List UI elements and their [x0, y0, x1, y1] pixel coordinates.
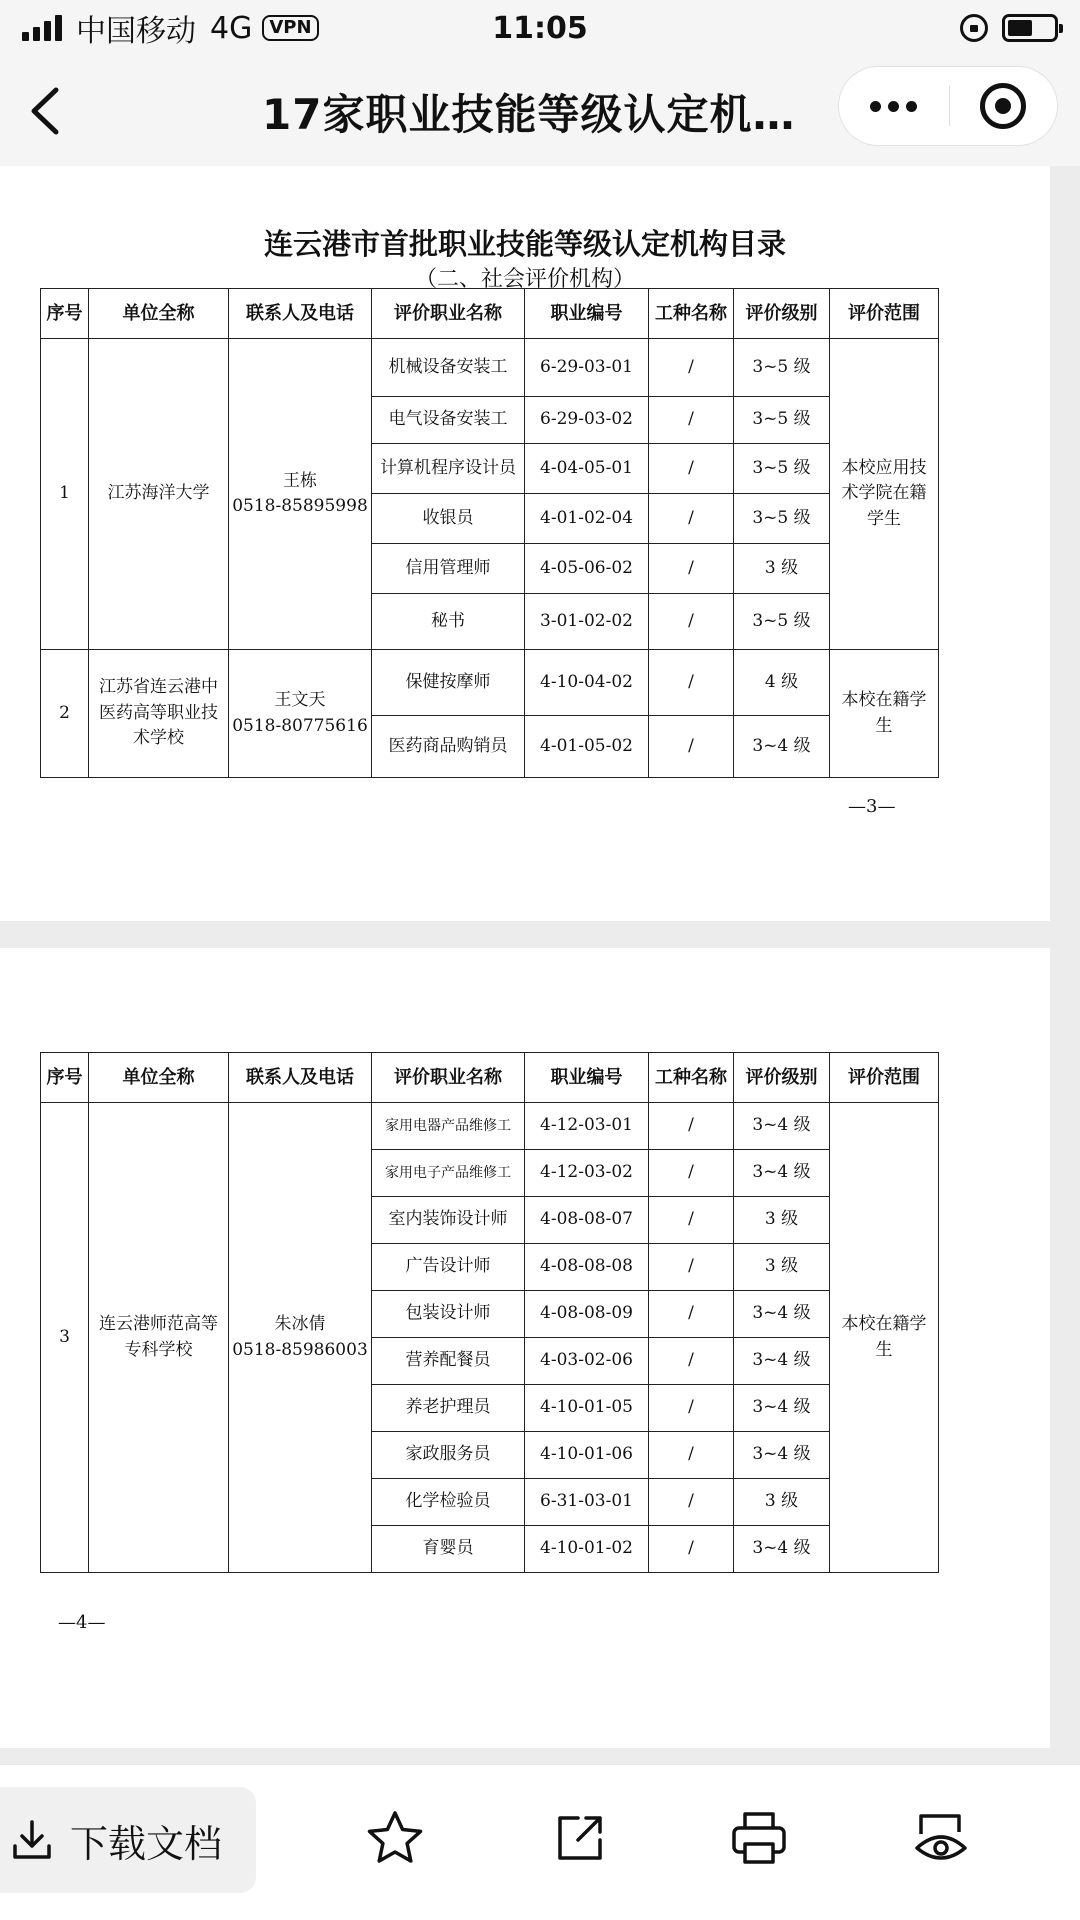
star-icon: [365, 1808, 425, 1868]
code-cell: 4-12-03-01: [525, 1103, 649, 1150]
table-row: [41, 339, 939, 397]
unit-name-cell: 江苏省连云港中医药高等职业技术学校: [89, 650, 229, 778]
type-cell: /: [649, 339, 734, 397]
header-cell: 联系人及电话: [229, 289, 372, 339]
print-button[interactable]: [724, 1803, 794, 1873]
status-bar: [0, 0, 1080, 56]
scope-cell: 本校应用技术学院在籍学生: [830, 339, 939, 650]
header-cell: 评价职业名称: [372, 1053, 525, 1103]
occupation-cell: 养老护理员: [372, 1385, 525, 1432]
code-cell: 4-01-02-04: [525, 494, 649, 544]
header-cell: 评价级别: [734, 289, 830, 339]
type-cell: /: [649, 1479, 734, 1526]
download-label: 下载文档: [70, 1821, 223, 1866]
header-cell: 联系人及电话: [229, 1053, 372, 1103]
contact-cell: [229, 650, 372, 778]
code-cell: 6-29-03-02: [525, 397, 649, 444]
occupation-cell: 电气设备安装工: [372, 397, 525, 444]
occupation-cell: 保健按摩师: [372, 650, 525, 716]
occupation-cell: 室内装饰设计师: [372, 1197, 525, 1244]
nav-bar: [0, 56, 1080, 166]
level-cell: 4 级: [734, 650, 830, 716]
type-cell: /: [649, 1103, 734, 1150]
page-number: —4—: [58, 1612, 106, 1633]
type-cell: /: [649, 594, 734, 650]
type-cell: /: [649, 494, 734, 544]
occupation-cell: 家用电子产品维修工: [372, 1150, 525, 1197]
type-cell: /: [649, 1385, 734, 1432]
level-cell: 3~5 级: [734, 397, 830, 444]
eye-icon: [911, 1808, 971, 1868]
type-cell: /: [649, 1338, 734, 1385]
code-cell: 4-08-08-09: [525, 1291, 649, 1338]
level-cell: 3 级: [734, 1197, 830, 1244]
header-cell: 工种名称: [649, 1053, 734, 1103]
header-cell: 评价范围: [830, 1053, 939, 1103]
page-number: —3—: [848, 796, 896, 817]
serial-cell: 3: [41, 1103, 89, 1573]
table-header-row: [41, 1053, 939, 1103]
institution-table-2: [40, 1052, 939, 1573]
battery-icon: [1002, 14, 1058, 42]
occupation-cell: 化学检验员: [372, 1479, 525, 1526]
level-cell: 3 级: [734, 1244, 830, 1291]
mini-program-capsule: [838, 66, 1058, 146]
occupation-cell: 育婴员: [372, 1526, 525, 1573]
signal-icon: [22, 15, 62, 41]
occupation-cell: 计算机程序设计员: [372, 444, 525, 494]
code-cell: 4-04-05-01: [525, 444, 649, 494]
status-time: 11:05: [492, 10, 588, 46]
level-cell: 3 级: [734, 544, 830, 594]
code-cell: 4-10-01-02: [525, 1526, 649, 1573]
code-cell: 4-05-06-02: [525, 544, 649, 594]
occupation-cell: 营养配餐员: [372, 1338, 525, 1385]
header-cell: 职业编号: [525, 289, 649, 339]
rotation-lock-icon: [960, 14, 988, 42]
document-title: 连云港市首批职业技能等级认定机构目录: [263, 227, 786, 261]
favorite-button[interactable]: [360, 1803, 430, 1873]
occupation-cell: 医药商品购销员: [372, 716, 525, 778]
occupation-cell: 信用管理师: [372, 544, 525, 594]
bottom-toolbar: [0, 1764, 1080, 1920]
level-cell: 3 级: [734, 1479, 830, 1526]
occupation-cell: 机械设备安装工: [372, 339, 525, 397]
type-cell: /: [649, 1526, 734, 1573]
type-cell: /: [649, 1291, 734, 1338]
share-button[interactable]: [545, 1803, 615, 1873]
code-cell: 4-10-01-05: [525, 1385, 649, 1432]
type-cell: /: [649, 1244, 734, 1291]
header-cell: 评价范围: [830, 289, 939, 339]
serial-cell: 2: [41, 650, 89, 778]
scope-cell: 本校在籍学生: [830, 1103, 939, 1573]
code-cell: 3-01-02-02: [525, 594, 649, 650]
print-icon: [729, 1808, 789, 1868]
type-cell: /: [649, 1432, 734, 1479]
occupation-cell: 家政服务员: [372, 1432, 525, 1479]
level-cell: 3~4 级: [734, 1291, 830, 1338]
level-cell: 3~4 级: [734, 1385, 830, 1432]
code-cell: 6-29-03-01: [525, 339, 649, 397]
code-cell: 4-08-08-07: [525, 1197, 649, 1244]
unit-name-cell: 江苏海洋大学: [89, 339, 229, 650]
back-button[interactable]: [0, 56, 90, 166]
occupation-cell: 包装设计师: [372, 1291, 525, 1338]
level-cell: 3~5 级: [734, 594, 830, 650]
document-page-1: [0, 166, 1050, 921]
level-cell: 3~4 级: [734, 1103, 830, 1150]
document-page-2: [0, 948, 1050, 1748]
contact-name: 朱冰倩: [274, 1314, 326, 1334]
header-cell: 单位全称: [89, 289, 229, 339]
level-cell: 3~4 级: [734, 1150, 830, 1197]
table-header-row: [41, 289, 939, 339]
share-icon: [552, 1810, 608, 1866]
level-cell: 3~4 级: [734, 1338, 830, 1385]
level-cell: 3~5 级: [734, 339, 830, 397]
header-cell: 序号: [41, 1053, 89, 1103]
download-icon: [10, 1818, 54, 1862]
code-cell: 6-31-03-01: [525, 1479, 649, 1526]
type-cell: /: [649, 1197, 734, 1244]
contact-name: 王文天: [274, 690, 326, 710]
level-cell: 3~5 级: [734, 494, 830, 544]
type-cell: /: [649, 444, 734, 494]
level-cell: 3~4 级: [734, 1526, 830, 1573]
institution-table-1: [40, 288, 939, 778]
type-cell: /: [649, 1150, 734, 1197]
contact-cell: [229, 339, 372, 650]
occupation-cell: 秘书: [372, 594, 525, 650]
header-cell: 职业编号: [525, 1053, 649, 1103]
code-cell: 4-12-03-02: [525, 1150, 649, 1197]
serial-cell: 1: [41, 339, 89, 650]
level-cell: 3~5 级: [734, 444, 830, 494]
document-subtitle: （二、社会评价机构）: [414, 267, 635, 292]
network-label: 4G: [210, 10, 253, 46]
vpn-badge: VPN: [262, 15, 318, 41]
contact-phone: 0518-80775616: [232, 715, 368, 736]
carrier-label: 中国移动: [76, 14, 196, 49]
level-cell: 3~4 级: [734, 716, 830, 778]
code-cell: 4-10-04-02: [525, 650, 649, 716]
header-cell: 序号: [41, 289, 89, 339]
code-cell: 4-08-08-08: [525, 1244, 649, 1291]
type-cell: /: [649, 716, 734, 778]
contact-phone: 0518-85895998: [232, 496, 368, 516]
header-cell: 评价职业名称: [372, 289, 525, 339]
code-cell: 4-03-02-06: [525, 1338, 649, 1385]
type-cell: /: [649, 650, 734, 716]
header-cell: 工种名称: [649, 289, 734, 339]
code-cell: 4-01-05-02: [525, 716, 649, 778]
chevron-left-icon: [28, 86, 62, 136]
scope-cell: 本校在籍学生: [830, 650, 939, 778]
table-row: [41, 650, 939, 716]
occupation-cell: 家用电器产品维修工: [372, 1103, 525, 1150]
target-icon: [980, 83, 1026, 129]
unit-name-cell: 连云港师范高等专科学校: [89, 1103, 229, 1573]
type-cell: /: [649, 397, 734, 444]
header-cell: 单位全称: [89, 1053, 229, 1103]
code-cell: 4-10-01-06: [525, 1432, 649, 1479]
header-cell: 评价级别: [734, 1053, 830, 1103]
type-cell: /: [649, 544, 734, 594]
more-button[interactable]: [839, 66, 949, 146]
occupation-cell: 收银员: [372, 494, 525, 544]
table-row: [41, 1103, 939, 1150]
occupation-cell: 广告设计师: [372, 1244, 525, 1291]
level-cell: 3~4 级: [734, 1432, 830, 1479]
page-title: 17家职业技能等级认定机…: [262, 90, 796, 139]
close-button[interactable]: [950, 66, 1058, 146]
contact-name: 王栋: [283, 470, 317, 491]
download-button[interactable]: [0, 1787, 256, 1893]
contact-cell: [229, 1103, 372, 1573]
view-button[interactable]: [906, 1803, 976, 1873]
contact-phone: 0518-85986003: [232, 1339, 368, 1360]
